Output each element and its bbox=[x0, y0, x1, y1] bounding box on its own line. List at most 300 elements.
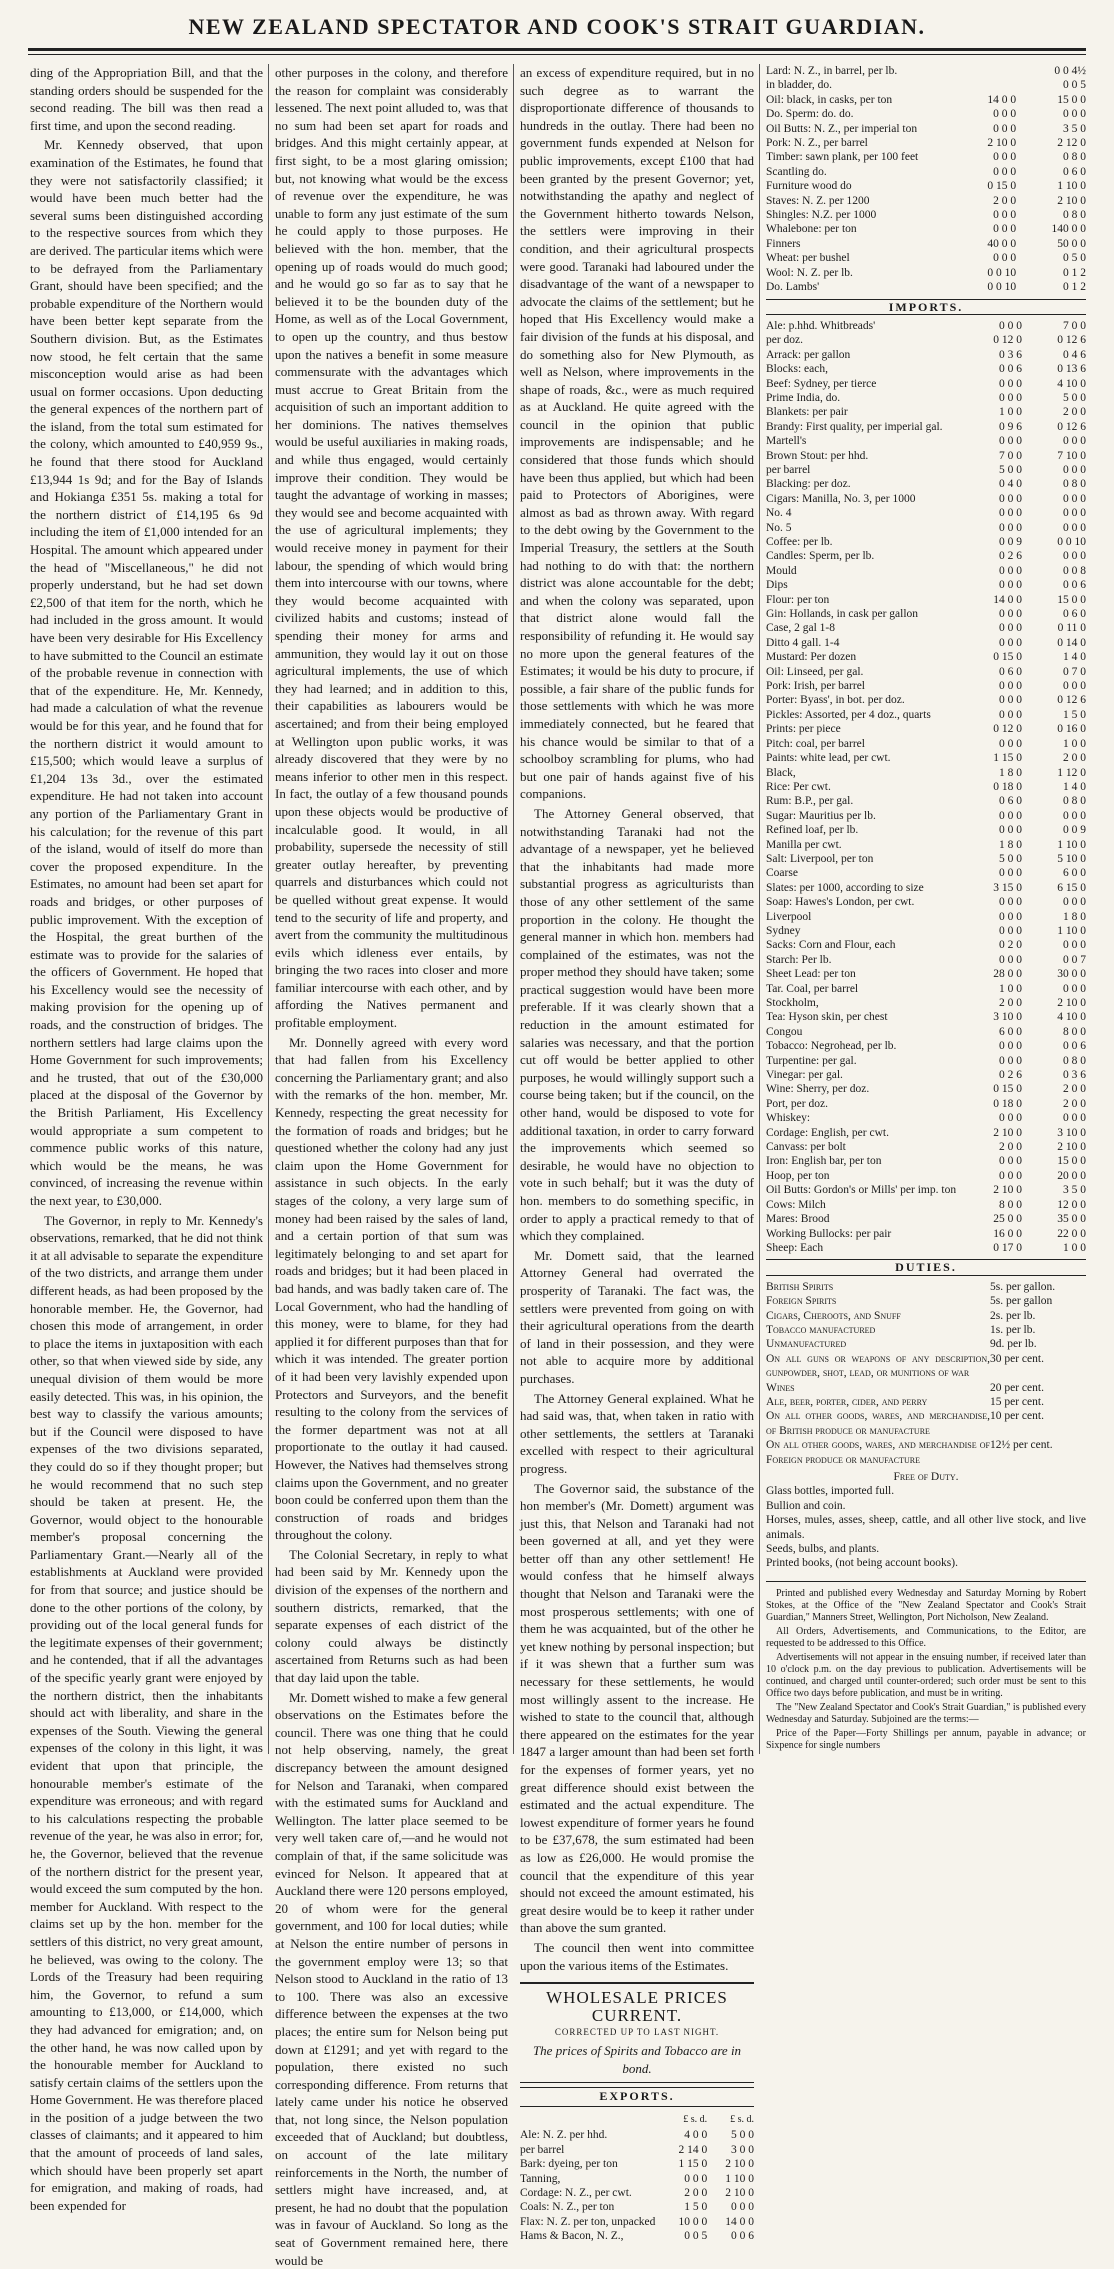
price-item: Slates: per 1000, according to size bbox=[766, 881, 924, 894]
price-row bbox=[766, 1212, 1086, 1226]
price-value: 0 8 0 bbox=[1063, 478, 1086, 491]
price-row bbox=[766, 967, 1086, 981]
price-row bbox=[766, 222, 1086, 236]
price-row bbox=[520, 2128, 754, 2142]
price-value: 1 10 0 bbox=[1057, 180, 1086, 193]
price-value: 30 0 0 bbox=[1057, 968, 1086, 981]
price-value: 0 15 0 bbox=[993, 651, 1022, 664]
price-value: 0 0 9 bbox=[999, 536, 1022, 548]
imprint-line: Advertisements will not appear in the ensuing number, if received later than 10 o'clock p.m. on the day previous to publication. Advertisements will be continued, and charged until counter-ordered; such order must be sent to this Office two days before publication, and must be in writing. bbox=[766, 1651, 1086, 1699]
prices-subtitle: CORRECTED UP TO LAST NIGHT. bbox=[554, 2027, 720, 2038]
duty-row bbox=[766, 1337, 1086, 1351]
price-value: 6 0 0 bbox=[999, 1025, 1022, 1038]
price-value: 2 0 0 bbox=[684, 2186, 708, 2199]
price-value: 4 10 0 bbox=[1057, 377, 1086, 390]
free-item: Seeds, bulbs, and plants. bbox=[766, 1543, 880, 1556]
price-value: 0 0 0 bbox=[999, 910, 1022, 923]
price-item: per doz. bbox=[766, 334, 804, 347]
price-row bbox=[766, 449, 1086, 463]
duty-rate: 12½ per cent. bbox=[990, 1439, 1053, 1452]
price-value: 0 0 6 bbox=[999, 363, 1022, 376]
price-item: Whiskey: bbox=[766, 1112, 811, 1125]
price-row bbox=[766, 665, 1086, 679]
column-2 bbox=[275, 64, 508, 2268]
price-value: 0 0 5 bbox=[684, 2230, 708, 2243]
price-value: 2 10 0 bbox=[725, 2186, 754, 2199]
price-item: Mares: Brood bbox=[766, 1213, 830, 1226]
paragraph: ding of the Appropriation Bill, and that the standing orders should be suspended for the second reading. The bill was then read a first time, and upon the second reading. bbox=[30, 65, 263, 133]
price-value: 0 0 0 bbox=[1063, 108, 1086, 121]
price-value: 0 4 0 bbox=[999, 478, 1022, 491]
price-item: Pitch: coal, per barrel bbox=[766, 737, 865, 750]
price-item: No. 5 bbox=[766, 521, 792, 534]
price-item: Finners bbox=[766, 237, 801, 250]
price-value: 1 15 0 bbox=[678, 2158, 708, 2171]
price-value: 0 17 0 bbox=[993, 1241, 1022, 1254]
duty-row bbox=[766, 1323, 1086, 1337]
price-row bbox=[766, 434, 1086, 448]
price-row bbox=[520, 2143, 754, 2157]
paragraph: The council then went into committee upon the various items of the Estimates. bbox=[520, 1939, 754, 1973]
duty-rate: 5s. per gallon bbox=[990, 1295, 1053, 1308]
price-value: 0 0 0 bbox=[993, 108, 1017, 121]
duty-rate: 2s. per lb. bbox=[990, 1309, 1036, 1322]
price-row bbox=[766, 910, 1086, 924]
price-value: 0 3 6 bbox=[1063, 1069, 1086, 1082]
price-item: Wine: Sherry, per doz. bbox=[766, 1083, 870, 1096]
price-value: 0 14 0 bbox=[1057, 636, 1086, 649]
price-row bbox=[520, 2200, 754, 2214]
price-row bbox=[766, 319, 1086, 333]
price-item: Brandy: First quality, per imperial gal. bbox=[766, 420, 943, 433]
price-item: Hams & Bacon, N. Z., bbox=[520, 2230, 624, 2243]
price-row bbox=[766, 266, 1086, 280]
price-value: 3 10 0 bbox=[1057, 1126, 1086, 1139]
price-value: 0 0 0 bbox=[1063, 896, 1086, 909]
price-item: Cigars: Manilla, No. 3, per 1000 bbox=[766, 492, 916, 505]
duty-row bbox=[766, 1352, 1086, 1381]
price-row bbox=[766, 348, 1086, 362]
price-value: 0 0 6 bbox=[1063, 1040, 1086, 1053]
price-row bbox=[766, 679, 1086, 693]
price-value: 2 0 0 bbox=[1063, 1083, 1086, 1096]
duty-item: Foreign Spirits bbox=[766, 1295, 837, 1308]
price-value: 2 0 0 bbox=[999, 1141, 1022, 1154]
prices-note: The prices of Spirits and Tobacco are in bond. bbox=[532, 2042, 742, 2076]
price-row bbox=[766, 751, 1086, 765]
price-item: Pork: N. Z., per barrel bbox=[766, 137, 868, 150]
column-header: £ s. d. bbox=[730, 2113, 754, 2125]
price-value: 0 16 0 bbox=[1057, 723, 1086, 736]
price-item: Cordage: English, per cwt. bbox=[766, 1126, 889, 1139]
price-value: 0 0 0 bbox=[1063, 809, 1086, 822]
price-value: 2 10 0 bbox=[1057, 997, 1086, 1009]
price-value: 10 0 0 bbox=[678, 2215, 708, 2228]
price-row bbox=[766, 1097, 1086, 1111]
price-value: 14 0 0 bbox=[993, 593, 1022, 606]
price-value: 2 12 0 bbox=[1057, 137, 1086, 150]
price-row bbox=[766, 621, 1086, 635]
price-value: 0 0 0 bbox=[999, 824, 1022, 837]
price-value: 2 0 0 bbox=[999, 997, 1022, 1009]
price-value: 0 0 0 bbox=[1063, 492, 1086, 505]
price-value: 8 0 0 bbox=[1063, 1025, 1086, 1038]
price-row bbox=[766, 208, 1086, 222]
price-value: 0 0 0 bbox=[999, 507, 1022, 520]
exports-table-continued bbox=[766, 64, 1086, 295]
price-row bbox=[766, 1039, 1086, 1053]
price-value: 0 0 10 bbox=[987, 266, 1017, 279]
price-value: 0 0 0 bbox=[999, 1169, 1022, 1182]
price-row bbox=[766, 593, 1086, 607]
free-item: Horses, mules, asses, sheep, cattle, and all other live stock, and live animals. bbox=[766, 1514, 1086, 1541]
price-item: Salt: Liverpool, per ton bbox=[766, 852, 874, 865]
price-value: 0 0 0 bbox=[999, 564, 1022, 577]
column-1 bbox=[30, 64, 263, 2213]
price-value: 1 8 0 bbox=[1063, 910, 1086, 923]
price-item: Ditto 4 gall. 1-4 bbox=[766, 636, 840, 649]
price-value: 0 0 0 bbox=[999, 636, 1022, 649]
price-item: Starch: Per lb. bbox=[766, 953, 832, 966]
price-row bbox=[766, 1241, 1086, 1255]
price-item: Staves: N. Z. per 1200 bbox=[766, 194, 870, 207]
price-value: 2 10 0 bbox=[1057, 1141, 1086, 1154]
price-item: Tobacco: Negrohead, per lb. bbox=[766, 1040, 897, 1053]
price-value: 0 0 0 bbox=[999, 708, 1022, 721]
duty-rate: 30 per cent. bbox=[990, 1352, 1044, 1365]
imprint-line: All Orders, Advertisements, and Communications, to the Editor, are requested to be addressed to this Office. bbox=[766, 1625, 1086, 1649]
price-value: 3 10 0 bbox=[993, 1011, 1022, 1024]
price-value: 0 0 0 bbox=[999, 737, 1022, 750]
free-item: Glass bottles, imported full. bbox=[766, 1485, 895, 1498]
price-row bbox=[766, 492, 1086, 506]
price-row bbox=[766, 924, 1086, 938]
price-value: 0 7 0 bbox=[1063, 665, 1086, 678]
price-value: 1 12 0 bbox=[1057, 766, 1086, 779]
price-value: 2 10 0 bbox=[987, 137, 1017, 150]
price-item: Manilla per cwt. bbox=[766, 838, 842, 851]
price-row bbox=[766, 722, 1086, 736]
price-value: 2 0 0 bbox=[1063, 406, 1086, 419]
price-value: 0 12 0 bbox=[993, 334, 1022, 347]
paragraph: Mr. Donnelly agreed with every word that had fallen from his Excellency concerning the Parliamentary grant; and also with the remarks of the hon. member, Mr. Kennedy, respecting the great necessity for the formation of roads and bridges; but he questioned whether the colony had any just claim upon the Home Government for assistance in such objects. In the early stages of the colony, a very large sum of money had been raised by the sales of land, and a certain portion of that sum was legitimately belonging to and set apart for roads and bridges; but it had been placed in bad hands, and was badly taken care of. The Local Government, who had the handling of this money, were to blame, for they had applied it for different purposes than that for which it was intended. The greater portion of it had been very lavishly expended upon Protectors and Surveyors, and the benefit resulting to the colony from the services of the former department was not at all proportionate to the outlay it had caused. However, the Natives had themselves strong claims upon the Government, and no greater boon could be conferred upon them than the construction of roads and bridges throughout the colony. bbox=[275, 1034, 508, 1543]
price-row bbox=[766, 1227, 1086, 1241]
price-value: 0 0 0 bbox=[999, 377, 1022, 390]
price-item: per barrel bbox=[766, 463, 811, 476]
price-item: Oil: black, in casks, per ton bbox=[766, 93, 893, 106]
price-value: 0 0 0 bbox=[993, 122, 1017, 135]
price-value: 0 0 0 bbox=[684, 2172, 708, 2185]
price-item: Do. Lambs' bbox=[766, 281, 820, 294]
price-item: Paints: white lead, per cwt. bbox=[766, 752, 891, 765]
price-row bbox=[766, 1169, 1086, 1183]
price-item: Canvass: per bolt bbox=[766, 1141, 846, 1154]
price-value: 0 0 6 bbox=[731, 2230, 754, 2243]
price-value: 1 0 0 bbox=[999, 406, 1022, 419]
price-value: 4 0 0 bbox=[684, 2129, 708, 2142]
price-value: 3 5 0 bbox=[1063, 122, 1086, 135]
price-value: 1 0 0 bbox=[1063, 737, 1086, 750]
publisher-imprint bbox=[766, 1581, 1086, 1752]
price-value: 0 1 2 bbox=[1063, 281, 1086, 294]
price-row bbox=[766, 122, 1086, 136]
duty-row bbox=[766, 1381, 1086, 1395]
price-row bbox=[520, 2172, 754, 2186]
price-value: 0 0 0 bbox=[1063, 463, 1086, 476]
column-divider bbox=[268, 64, 269, 1754]
price-item: Liverpool bbox=[766, 910, 812, 923]
price-value: 8 0 0 bbox=[999, 1198, 1022, 1211]
price-value: 0 8 0 bbox=[1063, 795, 1086, 808]
duty-row bbox=[766, 1438, 1086, 1467]
price-value: 0 12 0 bbox=[993, 723, 1022, 736]
duty-rate: 10 per cent. bbox=[990, 1410, 1044, 1423]
duty-item: On all guns or weapons of any description, gunpowder, shot, lead, or munitions of war bbox=[766, 1352, 990, 1380]
price-value: 0 8 0 bbox=[1063, 1054, 1086, 1067]
paragraph: The Governor, in reply to Mr. Kennedy's observations, remarked, that he did not think it at all advisable to separate the expenditure of the two districts, and arrange them under different heads, as had been proposed by the honorable member. He, the Governor, had chosen this mode of arrangement, in order to place the items in juxtaposition with each other, so that when viewed side by side, any unequal division of them would be more easily detected. This was, in his opinion, the best way to classify the various amounts; but if the Council were disposed to have expenses of the two divisions separated, they could do so if they thought proper; but he would recommend that no such step should be taken at present. He, the Governor, would object to the honourable member's proposal concerning the Parliamentary Grant.—Nearly all of the establishments at Auckland were provided for from that source; and justice should be done to the other portions of the colony, by providing out of the local general funds for the legitimate expenses of their government; and he contended, that if all the advantages of the specific yearly grant were enjoyed by the northern district, then the inhabitants should act with liberality, and share in the expenses of the South. Viewing the general expenses of the colony in this light, it was evident that upon that principle, the honourable member's estimate of the expenditure was erroneous; and with regard to his calculations respecting the probable revenue of the year, he was also in error; for, he, the Governor, believed that the revenue of the northern district for the present year, would exceed the sum computed by the hon. member for Auckland. With respect to the claims set up by the hon. member for the settlers of this district, no very great amount, he believed, was owing to the colony. The Lords of the Treasury had been requiring him, the Governor, to refund a sum amounting to £13,000, or £14,000, which they had advanced for emigration; and, on the other hand, he was now called upon by the honourable member for Auckland to satisfy certain claims of the settlers upon the Home Government. He was therefore placed in the position of a judge between the two classes of claimants; and it appeared to him that the amount of proceeds of land sales, which should have been properly set apart for emigration, and making of roads, had been expended for bbox=[30, 1212, 263, 2213]
price-value: 5 0 0 bbox=[1063, 391, 1086, 404]
price-item: Pickles: Assorted, per 4 doz., quarts bbox=[766, 708, 931, 721]
duties-table bbox=[766, 1280, 1086, 1467]
price-item: Dips bbox=[766, 579, 788, 592]
price-value: 0 2 6 bbox=[999, 1069, 1022, 1082]
price-value: 1 8 0 bbox=[999, 838, 1022, 851]
price-value: 1 0 0 bbox=[999, 982, 1022, 995]
price-row bbox=[766, 549, 1086, 563]
price-value: 0 0 4½ bbox=[1054, 65, 1086, 77]
paragraph: other purposes in the colony, and therefore the reason for complaint was considerably lessened. The next point alluded to, was that no sum had been set apart for roads and bridges. And this might certainly appear, at first sight, to be a most glaring omission; but, not knowing what would be the excess of revenue over the expenditure, he was unable to form any just estimate of the sum he could apply to those purposes. He believed with the hon. member, that the opening up of roads would do much good; and he would go so far as to say that he believed it to be the bounden duty of the Home, as well as of the Local Government, to open up the country, and thus bestow upon the natives a benefit in some measure commensurate with the advantages which must accrue to Great Britain from the acquisition of such an important addition to her dominions. The natives themselves would be useful auxiliaries in making roads, and while thus engaged, would certainly improve their condition. They would be taught the advantage of working in masses; they would see and become acquainted with the use of agricultural implements; they would receive money in payment for their labour, the spending of which would bring them into intercourse with our towns, where they would become acquainted with civilized habits and customs; instead of spending their money for arms and ammunition, they would lay it out on those agricultural implements, the use of which they had learned; and in addition to this, their capabilities as labourers would be ascertained; and from their being employed at Wellington upon public works, it was already discovered that they were by no means inferior to other men in this respect. In fact, the outlay of a few thousand pounds upon these objects would be productive of incalculable good. It would, in all probability, supersede the necessity of still greater outlay hereafter, by preventing quarrels and disturbances which could not be quelled without great expense. It would tend to the security of life and property, and avert from the community the multitudinous evils which idleness ever entails, by bringing the two races into closer and more familiar intercourse with each other, and by affording the Natives permanent and profitable employment. bbox=[275, 65, 508, 1031]
price-value: 0 0 10 bbox=[987, 281, 1017, 294]
price-value: 15 0 0 bbox=[1057, 93, 1086, 106]
price-value: 1 0 0 bbox=[1063, 1241, 1086, 1254]
price-value: 0 0 0 bbox=[999, 809, 1022, 822]
price-value: 3 15 0 bbox=[993, 881, 1022, 894]
duty-item: Ale, beer, porter, cider, and perry bbox=[766, 1395, 928, 1408]
price-item: Refined loaf, per lb. bbox=[766, 824, 859, 837]
price-row bbox=[766, 650, 1086, 664]
price-value: 0 0 0 bbox=[999, 680, 1022, 693]
price-item: Oil Butts: N. Z., per imperial ton bbox=[766, 122, 918, 135]
price-value: 40 0 0 bbox=[987, 237, 1017, 250]
price-item: Arrack: per gallon bbox=[766, 348, 851, 361]
price-value: 0 0 0 bbox=[999, 492, 1022, 505]
price-row bbox=[766, 780, 1086, 794]
price-row bbox=[766, 823, 1086, 837]
price-item: Sheep: Each bbox=[766, 1241, 824, 1254]
price-row bbox=[766, 953, 1086, 967]
price-value: 6 15 0 bbox=[1057, 881, 1086, 894]
price-item: Shingles: N.Z. per 1000 bbox=[766, 209, 877, 222]
price-item: No. 4 bbox=[766, 507, 792, 520]
price-row bbox=[766, 1140, 1086, 1154]
price-value: 14 0 0 bbox=[987, 93, 1017, 106]
price-value: 1 5 0 bbox=[684, 2201, 708, 2214]
price-value: 0 0 0 bbox=[999, 1054, 1022, 1067]
price-item: Congou bbox=[766, 1025, 803, 1038]
price-row bbox=[766, 237, 1086, 251]
column-4 bbox=[766, 64, 1086, 1754]
price-row bbox=[766, 838, 1086, 852]
price-value: 12 0 0 bbox=[1057, 1198, 1086, 1211]
masthead-rule-thick bbox=[28, 48, 1086, 51]
price-value: 0 0 0 bbox=[999, 608, 1022, 621]
price-value: 1 4 0 bbox=[1063, 651, 1086, 664]
price-value: 0 6 0 bbox=[1063, 608, 1086, 621]
price-item: Case, 2 gal 1-8 bbox=[766, 622, 835, 635]
price-row bbox=[766, 794, 1086, 808]
price-value: 1 15 0 bbox=[993, 752, 1022, 765]
duty-item: Unmanufactured bbox=[766, 1338, 847, 1351]
price-value: 0 0 6 bbox=[1063, 579, 1086, 592]
price-value: 0 8 0 bbox=[1063, 209, 1086, 222]
duty-row bbox=[766, 1409, 1086, 1438]
price-value: 2 0 0 bbox=[993, 194, 1017, 207]
price-value: 0 0 5 bbox=[1063, 79, 1086, 92]
price-value: 5 0 0 bbox=[999, 463, 1022, 476]
duty-item: Tobacco manufactured bbox=[766, 1323, 876, 1336]
price-item: Flax: N. Z. per ton, unpacked bbox=[520, 2215, 656, 2228]
duty-rate: 20 per cent. bbox=[990, 1381, 1044, 1394]
price-value: 7 0 0 bbox=[1063, 319, 1086, 332]
price-row bbox=[766, 179, 1086, 193]
price-value: 4 10 0 bbox=[1057, 1011, 1086, 1024]
price-row bbox=[766, 194, 1086, 208]
price-item: Coals: N. Z., per ton bbox=[520, 2201, 615, 2214]
price-value: 5 10 0 bbox=[1057, 852, 1086, 865]
price-value: 0 0 0 bbox=[731, 2201, 754, 2214]
duty-row bbox=[766, 1294, 1086, 1308]
price-value: 0 12 6 bbox=[1057, 694, 1086, 707]
imports-heading: IMPORTS. bbox=[766, 299, 1086, 315]
price-item: Lard: N. Z., in barrel, per lb. bbox=[766, 65, 898, 77]
price-item: Wool: N. Z. per lb. bbox=[766, 266, 853, 279]
price-item: Wheat: per bushel bbox=[766, 252, 850, 265]
price-row bbox=[766, 362, 1086, 376]
price-value: 0 15 0 bbox=[993, 1083, 1022, 1096]
price-value: 35 0 0 bbox=[1057, 1213, 1086, 1226]
price-item: Prints: per piece bbox=[766, 723, 841, 736]
price-value: 3 0 0 bbox=[731, 2143, 754, 2156]
price-item: Ale: p.hhd. Whitbreads' bbox=[766, 319, 876, 332]
price-item: Soap: Hawes's London, per cwt. bbox=[766, 896, 915, 909]
price-value: 2 0 0 bbox=[1063, 752, 1086, 765]
free-item: Bullion and coin. bbox=[766, 1499, 846, 1512]
price-item: Oil Butts: Gordon's or Mills' per imp. ton bbox=[766, 1184, 957, 1197]
price-item: Turpentine: per gal. bbox=[766, 1054, 857, 1067]
masthead-title: NEW ZEALAND SPECTATOR AND COOK'S STRAIT GUARDIAN. bbox=[188, 14, 926, 39]
price-value: 1 10 0 bbox=[1057, 838, 1086, 851]
price-value: 1 10 0 bbox=[1057, 924, 1086, 937]
duty-rate: 1s. per lb. bbox=[990, 1323, 1036, 1336]
price-value: 0 0 0 bbox=[999, 1112, 1022, 1125]
price-value: 0 0 0 bbox=[1063, 982, 1086, 995]
price-item: Oil: Linseed, per gal. bbox=[766, 665, 864, 678]
price-row bbox=[766, 866, 1086, 880]
price-value: 0 0 0 bbox=[1063, 939, 1086, 952]
price-row bbox=[766, 693, 1086, 707]
price-value: 0 2 6 bbox=[999, 550, 1022, 563]
price-row bbox=[766, 280, 1086, 294]
price-value: 7 10 0 bbox=[1057, 449, 1086, 462]
price-item: Sheet Lead: per ton bbox=[766, 968, 856, 981]
price-item: Rum: B.P., per gal. bbox=[766, 795, 854, 808]
price-item: Cows: Milch bbox=[766, 1198, 826, 1211]
price-value: 0 8 0 bbox=[1063, 151, 1086, 164]
price-row bbox=[520, 2186, 754, 2200]
price-item: Blocks: each, bbox=[766, 363, 828, 376]
price-row bbox=[766, 391, 1086, 405]
price-value bbox=[958, 64, 1016, 78]
price-item: Beef: Sydney, per tierce bbox=[766, 377, 877, 390]
price-item: Blacking: per doz. bbox=[766, 478, 851, 491]
price-row bbox=[766, 535, 1086, 549]
price-row bbox=[766, 852, 1086, 866]
imprint-line: Price of the Paper—Forty Shillings per annum, payable in advance; or Sixpence for single numbers bbox=[766, 1727, 1086, 1751]
price-value: 0 12 6 bbox=[1057, 420, 1086, 433]
price-item: Ale: N. Z. per hhd. bbox=[520, 2129, 608, 2142]
price-item: Port, per doz. bbox=[766, 1097, 828, 1110]
price-value: 0 0 0 bbox=[999, 391, 1022, 404]
price-row bbox=[766, 996, 1086, 1010]
price-item: Black, bbox=[766, 766, 796, 779]
price-row bbox=[766, 881, 1086, 895]
price-value: 0 0 10 bbox=[1057, 536, 1086, 548]
duty-item: On all other goods, wares, and merchandise, of British produce or manufacture bbox=[766, 1410, 990, 1437]
price-row bbox=[766, 1126, 1086, 1140]
price-value: 15 0 0 bbox=[1057, 593, 1086, 606]
column-3 bbox=[520, 64, 754, 2243]
price-item: in bladder, do. bbox=[766, 79, 832, 92]
price-row bbox=[766, 578, 1086, 592]
imports-table bbox=[766, 319, 1086, 1255]
paragraph: an excess of expenditure required, but in no such degree as to warrant the disproportionate difference of thousands to hundreds in the outlay. There had been no government funds expended at Nelson for public improvements, except £100 that had been granted by the present Governor; yet, notwithstanding the apathy and neglect of the Government hitherto towards Nelson, the settlers were improving in their condition, and their agricultural prospects were good. Taranaki had laboured under the disadvantage of the want of a newspaper to advocate the claims of the settlement; but he hoped that His Excellency would make a fair division of the funds at his disposal, and do something also for New Plymouth, as well as Nelson, where improvements in the shape of roads, &c., were as much required as at Auckland. He quite agreed with the council in the opinion that public improvements are indispensable; and he considered that those funds which should have been thus applied, but which had been paid to Protectors of Aborigines, were almost as bad as thrown away. With regard to the debt owing by the Government to the Imperial Treasury, the settlers at the South had nothing to do with that: the northern district was alone accountable for the debt; and when the colony was separated, upon that district alone would fall the responsibility of refunding it. He would say no more upon the general features of the Estimates; it would be his duty to procure, if possible, a fair share of the public funds for those settlements with which he was more immediately connected, but he feared that his chance would be similar to that of a schoolboy scrambling for plums, who had but one pair of hands against five of his companions. bbox=[520, 65, 754, 802]
prices-current-header bbox=[520, 1982, 754, 2083]
price-value: 0 5 0 bbox=[1063, 252, 1086, 265]
paragraph: The Governor said, the substance of the hon member's (Mr. Domett) argument was just this, that Nelson and Taranaki had not been governed at all, and yet they were better off than any other settlement! He would confess that he himself always thought that Nelson and Taranaki were the most prosperous settlements; with one of them he was acquainted, but of the other he yet knew nothing by personal inspection; but if it was shewn that a further sum was necessary for these settlements, he would most willingly assent to the increase. He wished to state to the council that, although there appeared on the estimates for the year 1847 a larger amount than had been set forth for the expenses of former years, yet no great difference should exist between the estimated and the actual expenditure. The lowest expenditure of former years he found to be £37,678, the sum estimated had been as low as £26,000. He would promise the council that the expenditure of this year should not exceed the amount estimated, his great desire would be to keep it rather under than above the sum granted. bbox=[520, 1480, 754, 1936]
price-value: 0 6 0 bbox=[999, 795, 1022, 808]
price-item: Coarse bbox=[766, 867, 798, 880]
paragraph: Mr. Kennedy observed, that upon examination of the Estimates, he found that they were not satisfactorily classified; it would have been much better had the several sums been distinguished according to the respective sources from which they are derived. The particular items which were to be defrayed from the Parliamentary Grant, should have been specified; and the probable expenditure of the Northern would have been better kept separate from the Southern division. But, as the Estimates now stood, he felt certain that the same misconception would arise as had been usual on former occasions. Upon deducting the general expences of the northern part of the island, from the total sum estimated for the colony, which amounted to £40,959 9s., he found that there stood for Auckland £13,944 1s 9d; and for the Bay of Islands and Hokianga £351 5s. making a total for the northern district of £14,195 6s 9d including the item of £1,000 intended for an Hospital. The amount which appeared under the head of "Miscellaneous," he did not properly understand, but he had set down £2,500 of that item for the north, which he had included in the gross amount. It would have been very desirable for His Excellency to have submitted to the Council an estimate of the probable revenue in connection with that of the expenditure. He, Mr. Kennedy, had made a calculation of what the revenue would be for this year, and he found that for the northern district it would amount to £15,500; which would leave a surplus of £1,204 13s 3d., over the estimated expenditure. He had not taken into account any portion of the Parliamentary Grant in his calculation; for the revenue of this part of the island, would of itself do more than cover the proposed expenditure. In the Estimates, no amount had been set apart for roads and bridges, or other purposes of public improvement. With the exception of the Hospital, the great burthen of the estimate was to provide for the salaries of the officers of Government. He hoped that his Excellency would see the necessity of making provision for the opening up of roads, and the construction of bridges. The northern settlers had large claims upon the Home Government for such improvements; and he trusted, that out of the £30,000 placed at the disposal of the Governor by the British Parliament, His Excellency would appropriate a sum competent to commence public works of this nature, which would be the means, he was convinced, of increasing the revenue within the next year, to £30,000. bbox=[30, 137, 263, 1208]
price-value: 0 0 0 bbox=[1063, 521, 1086, 534]
price-item: Timber: sawn plank, per 100 feet bbox=[766, 151, 919, 164]
price-row bbox=[766, 165, 1086, 179]
price-value: 7 0 0 bbox=[999, 449, 1022, 462]
price-item: Coffee: per lb. bbox=[766, 536, 833, 548]
price-value: 0 0 0 bbox=[993, 252, 1017, 265]
imprint-line: The "New Zealand Spectator and Cook's Strait Guardian," is published every Wednesday and Saturday. Subjoined are the terms:— bbox=[766, 1701, 1086, 1725]
price-row bbox=[766, 1025, 1086, 1039]
price-value: 2 10 0 bbox=[725, 2158, 754, 2171]
price-item: Sydney bbox=[766, 924, 801, 937]
price-row bbox=[766, 564, 1086, 578]
price-item: Blankets: per pair bbox=[766, 406, 848, 419]
price-item: Bark: dyeing, per ton bbox=[520, 2158, 618, 2171]
price-value: 0 11 0 bbox=[1057, 622, 1086, 635]
duty-item: British Spirits bbox=[766, 1280, 834, 1293]
price-row bbox=[766, 251, 1086, 265]
price-item: Cordage: N. Z., per cwt. bbox=[520, 2186, 632, 2199]
price-value: 0 0 0 bbox=[993, 165, 1017, 178]
price-value: 0 0 0 bbox=[999, 953, 1022, 966]
price-value: 0 0 0 bbox=[999, 867, 1022, 880]
price-item: Scantling do. bbox=[766, 165, 827, 178]
price-row bbox=[766, 1198, 1086, 1212]
price-item: Vinegar: per gal. bbox=[766, 1069, 843, 1082]
price-value: 0 18 0 bbox=[993, 1097, 1022, 1110]
price-value: 0 0 7 bbox=[1063, 953, 1086, 966]
price-value: 0 2 0 bbox=[999, 939, 1022, 952]
price-value: 2 14 0 bbox=[678, 2143, 708, 2156]
